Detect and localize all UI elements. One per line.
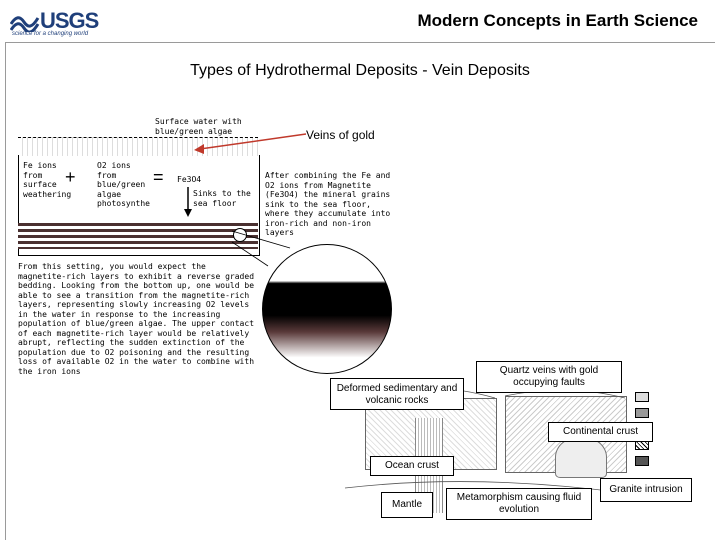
explanation-text: From this setting, you would expect the magnetite-rich layers to exhibit a reverse graded bedding. Looking from the bottom up, one would be able to see a transition from the magnetite-rich layers, representing slowly increasing O2 levels in the water in response to the increasing population of blue/green algae. The upper contact of each magnetite-rich layer would be relatively abrupt, reflecting the sudden extinction of the population due to O2 poisoning and the resulting loss of available O2 in the water to combine with the iron ions <box>18 262 255 376</box>
quartz-veins-callout: Quartz veins with gold occupying faults <box>476 361 622 393</box>
surface-water-label: Surface water with blue/green algae <box>155 117 242 136</box>
usgs-logo <box>10 8 100 42</box>
header-title: Modern Concepts in Earth Science <box>417 11 698 30</box>
logo-tagline: science for a changing world <box>12 31 89 37</box>
legend-swatch-5 <box>635 456 649 466</box>
legend-swatch-2 <box>635 408 649 418</box>
iron-bands <box>18 223 258 249</box>
side-divider <box>5 42 6 540</box>
slide-title: Types of Hydrothermal Deposits - Vein Deposits <box>190 62 530 79</box>
equals-sign: = <box>153 167 164 187</box>
granite-intrusion-callout: Granite intrusion <box>600 478 692 502</box>
plus-sign: + <box>65 167 76 187</box>
continental-crust-callout: Continental crust <box>548 422 653 442</box>
veins-arrow-icon <box>190 130 320 160</box>
deformed-rocks-callout: Deformed sedimentary and volcanic rocks <box>330 378 464 410</box>
ocean-crust-callout: Ocean crust <box>370 456 454 476</box>
after-combining-label: After combining the Fe and O2 ions from Magnetite (Fe3O4) the mineral grains sink to the sea floor, where they accumulate into iron-rich and non-iron layers <box>265 171 391 237</box>
veins-of-gold-label: Veins of gold <box>306 128 375 142</box>
iron-ions-label: Fe ions from surface weathering <box>23 161 72 199</box>
sinks-label: Sinks to the sea floor <box>193 189 251 208</box>
mantle-callout: Mantle <box>381 492 433 518</box>
oxygen-ions-label: O2 ions from blue/green algae photosynthe <box>97 161 150 208</box>
usgs-wave-icon <box>10 8 40 32</box>
down-arrow-icon <box>183 187 193 217</box>
header-divider <box>5 42 715 43</box>
legend-swatch-1 <box>635 392 649 402</box>
product-label: Fe3O4 <box>177 175 202 184</box>
magnifier-lines <box>230 228 390 268</box>
metamorphism-callout: Metamorphism causing fluid evolution <box>446 488 592 520</box>
logo-text: USGS <box>40 8 99 33</box>
